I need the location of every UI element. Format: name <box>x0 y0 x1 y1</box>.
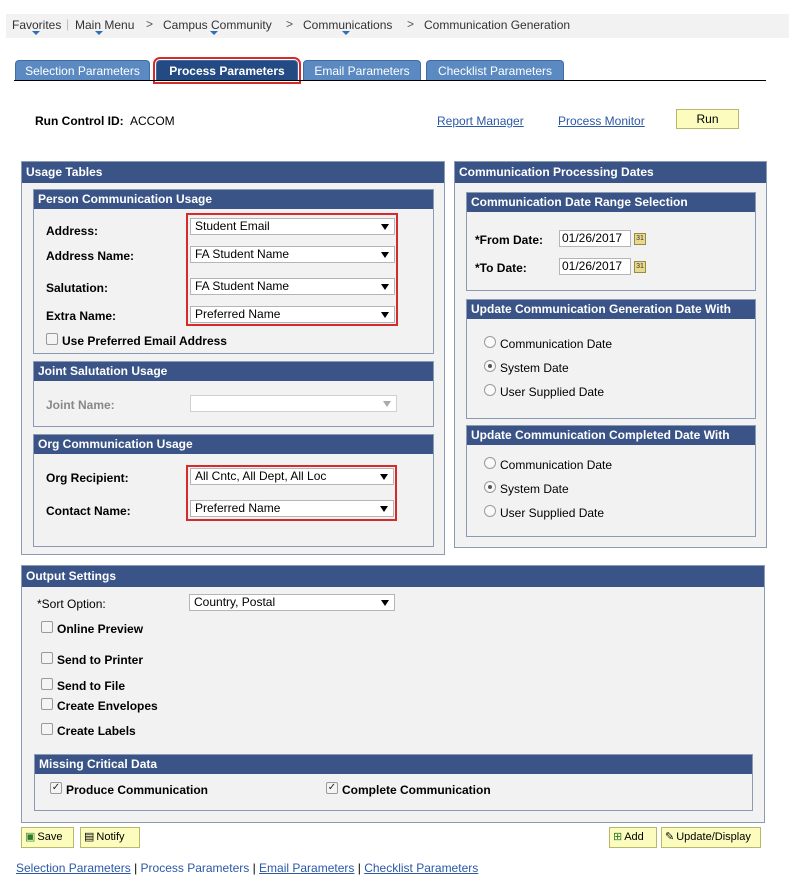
complete-communication-label: Complete Communication <box>342 783 491 797</box>
gen-user-supplied-date-radio[interactable] <box>484 384 496 396</box>
campus-community-chevron-down-icon[interactable] <box>210 31 218 35</box>
update-display-button-label: Update/Display <box>676 831 751 843</box>
from-date-input[interactable]: 01/26/2017 <box>559 230 631 247</box>
add-icon: ⊞ <box>613 831 623 843</box>
org-recipient-select-value: All Cntc, All Dept, All Loc <box>195 469 327 483</box>
joint-salutation-usage <box>33 361 434 427</box>
nav-current-page: Communication Generation <box>424 18 571 32</box>
usage-tables-header: Usage Tables <box>22 162 444 183</box>
comp-system-date-radio[interactable] <box>484 481 496 493</box>
missing-critical-data-header: Missing Critical Data <box>35 755 752 774</box>
notify-button[interactable] <box>80 827 140 848</box>
completed-date-header: Update Communication Completed Date With <box>467 426 755 445</box>
dropdown-arrow-icon <box>381 284 389 290</box>
send-to-printer-label: Send to Printer <box>57 653 144 667</box>
address-name-select-value: FA Student Name <box>195 247 290 261</box>
bottom-link-process-parameters: Process Parameters <box>140 861 250 875</box>
nav-campus-community[interactable]: Campus Community <box>163 18 272 32</box>
run-control-label: Run Control ID: <box>35 114 124 128</box>
address-select[interactable] <box>190 218 395 235</box>
add-button[interactable] <box>609 827 657 848</box>
processing-dates-header: Communication Processing Dates <box>455 162 766 183</box>
send-to-printer-checkbox[interactable] <box>41 652 53 664</box>
tab-selection-parameters[interactable]: Selection Parameters <box>15 60 150 81</box>
extra-name-select[interactable] <box>190 306 395 323</box>
notify-icon: ▤ <box>84 831 95 843</box>
comp-communication-date-label: Communication Date <box>500 458 613 472</box>
sort-option-label: *Sort Option: <box>37 597 106 611</box>
dropdown-arrow-icon <box>381 252 389 258</box>
complete-communication-checkbox[interactable]: ✓ <box>327 782 337 793</box>
completed-date-group <box>466 425 756 537</box>
favorites-chevron-down-icon[interactable] <box>32 31 40 35</box>
create-envelopes-label: Create Envelopes <box>57 699 158 713</box>
breadcrumb-separator: > <box>146 17 154 31</box>
address-name-select[interactable] <box>190 246 395 263</box>
update-display-button[interactable] <box>661 827 761 848</box>
bottom-tab-links <box>16 861 478 875</box>
joint-usage-header: Joint Salutation Usage <box>34 362 433 381</box>
use-preferred-email-label: Use Preferred Email Address <box>62 334 227 348</box>
process-monitor-link[interactable]: Process Monitor <box>558 114 645 128</box>
salutation-label: Salutation: <box>46 281 108 295</box>
create-labels-label: Create Labels <box>57 724 136 738</box>
output-settings-header: Output Settings <box>22 566 764 587</box>
salutation-select[interactable] <box>190 278 395 295</box>
gen-user-supplied-date-label: User Supplied Date <box>500 385 605 399</box>
joint-name-select <box>190 395 397 412</box>
dropdown-arrow-icon <box>381 224 389 230</box>
comp-system-date-label: System Date <box>500 482 569 496</box>
add-button-label: Add <box>624 831 644 843</box>
calendar-icon[interactable]: 31 <box>634 233 646 245</box>
address-label: Address: <box>46 224 99 238</box>
bottom-link-separator: | <box>354 861 365 875</box>
nav-main-menu[interactable]: Main Menu <box>75 18 135 32</box>
use-preferred-email-checkbox[interactable] <box>46 333 58 345</box>
date-range-header: Communication Date Range Selection <box>467 193 755 212</box>
nav-communications[interactable]: Communications <box>303 18 393 32</box>
gen-system-date-radio[interactable] <box>484 360 496 372</box>
gen-communication-date-label: Communication Date <box>500 337 613 351</box>
send-to-file-label: Send to File <box>57 679 126 693</box>
tab-checklist-parameters[interactable]: Checklist Parameters <box>426 60 564 81</box>
send-to-file-checkbox[interactable] <box>41 678 53 690</box>
navigation-bar <box>6 14 789 38</box>
main-menu-chevron-down-icon[interactable] <box>95 31 103 35</box>
comp-communication-date-radio[interactable] <box>484 457 496 469</box>
gen-communication-date-radio[interactable] <box>484 336 496 348</box>
sort-option-select-value: Country, Postal <box>194 595 276 609</box>
bottom-link-separator: | <box>130 861 141 875</box>
extra-name-select-value: Preferred Name <box>195 307 281 321</box>
tab-email-parameters[interactable]: Email Parameters <box>303 60 421 81</box>
contact-name-label: Contact Name: <box>46 504 131 518</box>
dropdown-arrow-icon <box>381 600 389 606</box>
communications-chevron-down-icon[interactable] <box>342 31 350 35</box>
extra-name-label: Extra Name: <box>46 309 117 323</box>
breadcrumb-separator: > <box>286 17 294 31</box>
contact-name-select-value: Preferred Name <box>195 501 281 515</box>
to-date-label: *To Date: <box>475 261 527 275</box>
dropdown-arrow-icon <box>380 474 388 480</box>
create-envelopes-checkbox[interactable] <box>41 698 53 710</box>
joint-name-label: Joint Name: <box>46 398 115 412</box>
org-recipient-label: Org Recipient: <box>46 471 129 485</box>
run-control-value: ACCOM <box>130 114 175 128</box>
contact-name-select[interactable] <box>190 500 394 517</box>
gen-system-date-label: System Date <box>500 361 569 375</box>
comp-user-supplied-date-radio[interactable] <box>484 505 496 517</box>
from-date-label: *From Date: <box>475 233 544 247</box>
create-labels-checkbox[interactable] <box>41 723 53 735</box>
bottom-link-separator: | <box>249 861 260 875</box>
breadcrumb-separator: > <box>407 17 415 31</box>
bottom-link-checklist-parameters[interactable]: Checklist Parameters <box>364 861 479 875</box>
nav-favorites[interactable]: Favorites <box>12 18 62 32</box>
report-manager-link[interactable]: Report Manager <box>437 114 524 128</box>
org-usage-header: Org Communication Usage <box>34 435 433 454</box>
notify-button-label: Notify <box>96 831 125 843</box>
dropdown-arrow-icon <box>383 401 391 407</box>
bottom-link-email-parameters[interactable]: Email Parameters <box>259 861 355 875</box>
update-display-icon: ✎ <box>665 831 675 843</box>
dropdown-arrow-icon <box>381 312 389 318</box>
save-icon: ▣ <box>25 831 36 843</box>
tab-process-parameters[interactable]: Process Parameters <box>156 60 298 81</box>
bottom-link-selection-parameters[interactable]: Selection Parameters <box>16 861 131 875</box>
to-date-input[interactable]: 01/26/2017 <box>559 258 631 275</box>
run-button[interactable]: Run <box>676 109 739 129</box>
produce-communication-label: Produce Communication <box>66 783 209 797</box>
produce-communication-checkbox[interactable]: ✓ <box>51 782 61 793</box>
salutation-select-value: FA Student Name <box>195 279 290 293</box>
dropdown-arrow-icon <box>380 506 388 512</box>
generation-date-group <box>466 299 756 419</box>
online-preview-label: Online Preview <box>57 622 144 636</box>
address-name-label: Address Name: <box>46 249 135 263</box>
online-preview-checkbox[interactable] <box>41 621 53 633</box>
nav-divider: | <box>66 17 70 31</box>
comp-user-supplied-date-label: User Supplied Date <box>500 506 605 520</box>
calendar-icon[interactable]: 31 <box>634 261 646 273</box>
org-recipient-select[interactable] <box>190 468 394 485</box>
tab-divider <box>14 80 766 81</box>
save-button-label: Save <box>37 831 63 843</box>
sort-option-select[interactable] <box>189 594 395 611</box>
address-select-value: Student Email <box>195 219 270 233</box>
generation-date-header: Update Communication Generation Date With <box>467 300 755 319</box>
person-usage-header: Person Communication Usage <box>34 190 433 209</box>
save-button[interactable] <box>21 827 74 848</box>
